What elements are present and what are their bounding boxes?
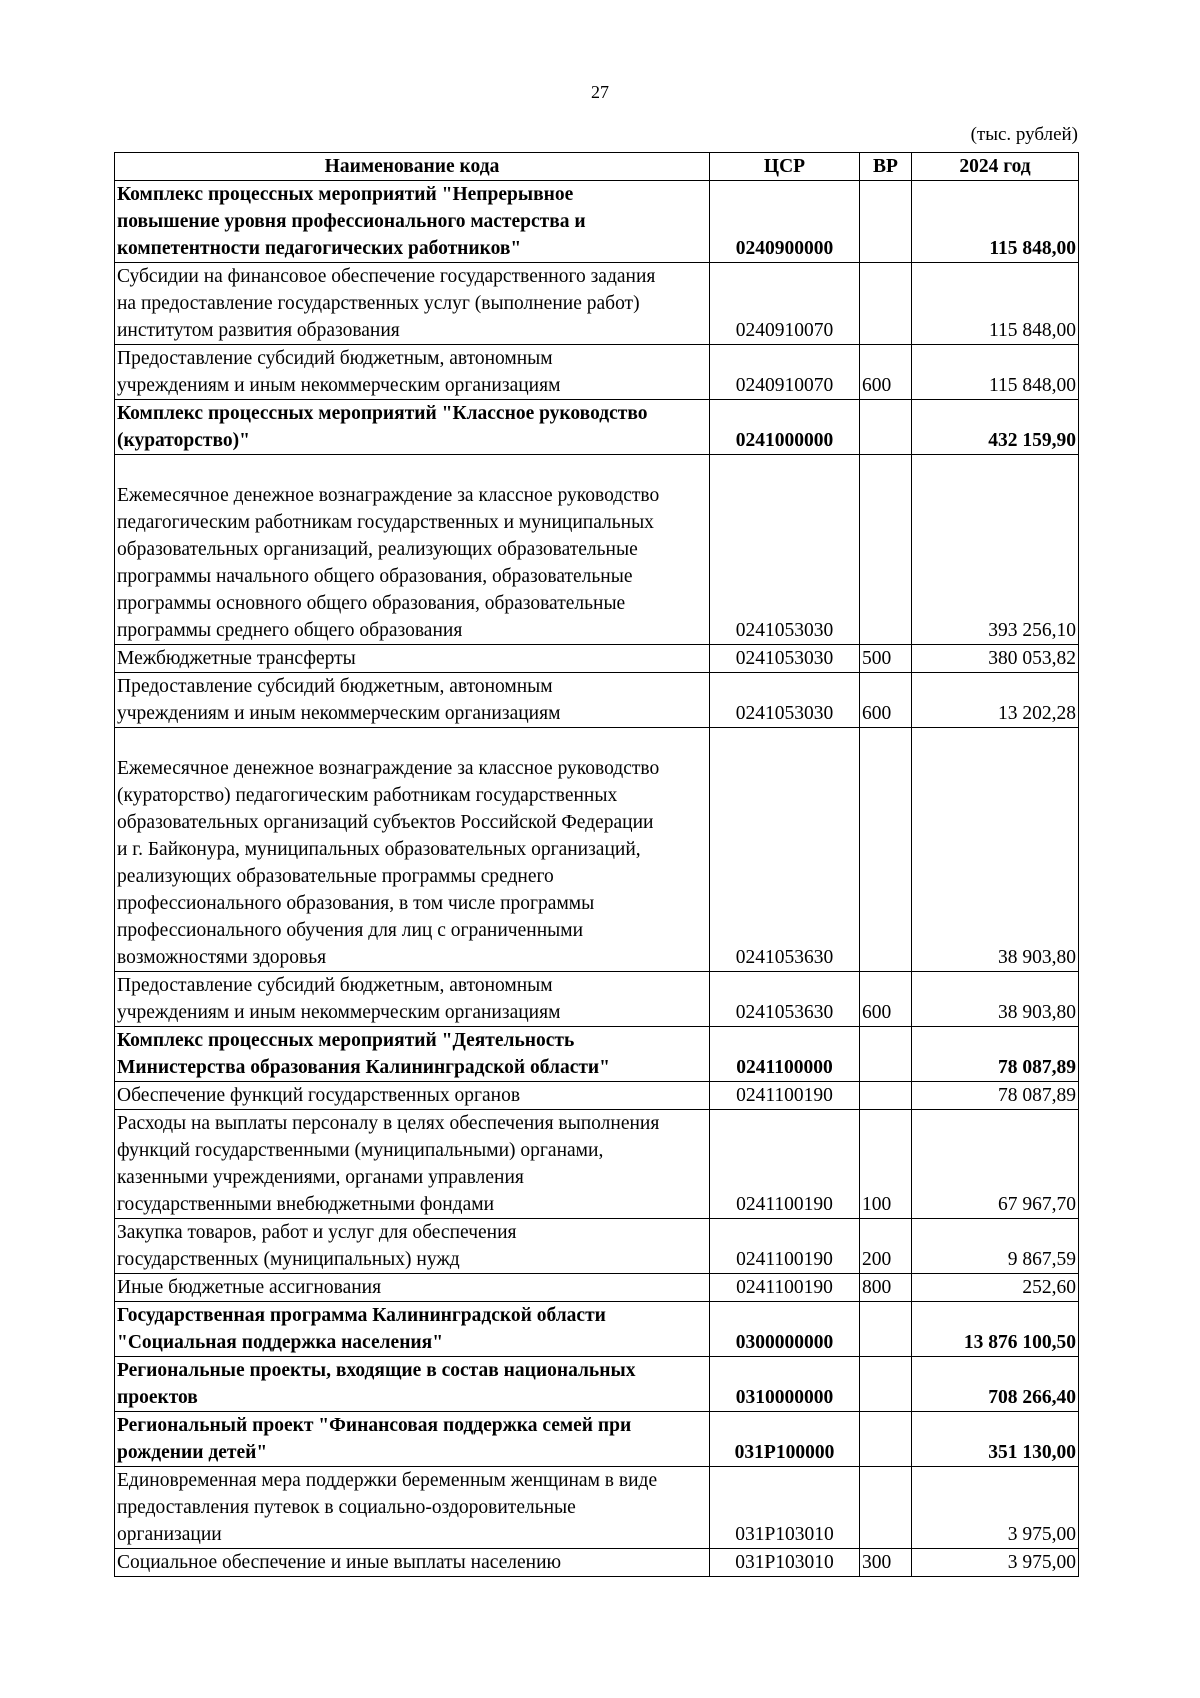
row-name: Комплекс процессных мероприятий "Деятельность Министерства образования Калининградской области" [115, 1027, 710, 1082]
table-header-row [115, 153, 1079, 181]
row-amount: 115 848,00 [912, 181, 1079, 263]
row-csr: 0240910070 [710, 345, 860, 400]
row-name: Расходы на выплаты персоналу в целях обеспечения выполнения функций государственными (муниципальными) органами, казенными учреждениями, органами управления государственными внебюджетными фондами [115, 1110, 710, 1219]
header-name: Наименование кода [115, 153, 710, 181]
row-csr: 0241100190 [710, 1219, 860, 1274]
row-name: Региональный проект "Финансовая поддержка семей при рождении детей" [115, 1412, 710, 1467]
row-vr: 800 [860, 1274, 912, 1302]
row-csr: 0241000000 [710, 400, 860, 455]
row-name: Социальное обеспечение и иные выплаты населению [115, 1549, 710, 1577]
row-vr: 600 [860, 345, 912, 400]
row-csr: 031P103010 [710, 1549, 860, 1577]
row-name: Государственная программа Калининградской области "Социальная поддержка населения" [115, 1302, 710, 1357]
row-vr [860, 1357, 912, 1412]
row-vr [860, 1027, 912, 1082]
row-csr: 0240900000 [710, 181, 860, 263]
row-amount: 115 848,00 [912, 263, 1079, 345]
row-name: Обеспечение функций государственных органов [115, 1082, 710, 1110]
row-vr [860, 728, 912, 972]
row-name: Ежемесячное денежное вознаграждение за классное руководство педагогическим работникам государственных и муниципальных образовательных организаций, реализующих образовательные программы начального общего образования, образовательные программы основного общего образования, образовательные программы среднего общего образования [115, 455, 710, 645]
units-label: (тыс. рублей) [970, 124, 1078, 145]
row-name: Предоставление субсидий бюджетным, автономным учреждениям и иным некоммерческим организациям [115, 972, 710, 1027]
row-vr [860, 1467, 912, 1549]
row-csr: 0300000000 [710, 1302, 860, 1357]
table-row [115, 345, 1079, 400]
table-row [115, 1549, 1079, 1577]
row-amount: 393 256,10 [912, 455, 1079, 645]
row-csr: 0241100000 [710, 1027, 860, 1082]
table-row [115, 1082, 1079, 1110]
row-amount: 38 903,80 [912, 972, 1079, 1027]
table-row [115, 400, 1079, 455]
row-amount: 351 130,00 [912, 1412, 1079, 1467]
row-csr: 0241100190 [710, 1110, 860, 1219]
table-row [115, 263, 1079, 345]
row-vr: 300 [860, 1549, 912, 1577]
row-csr: 0241053630 [710, 972, 860, 1027]
table-row [115, 1357, 1079, 1412]
row-name: Иные бюджетные ассигнования [115, 1274, 710, 1302]
row-vr: 100 [860, 1110, 912, 1219]
row-amount: 13 202,28 [912, 673, 1079, 728]
row-vr [860, 181, 912, 263]
table-row [115, 1110, 1079, 1219]
row-amount: 67 967,70 [912, 1110, 1079, 1219]
row-name: Комплекс процессных мероприятий "Классное руководство (кураторство)" [115, 400, 710, 455]
row-vr: 600 [860, 972, 912, 1027]
row-csr: 0241053630 [710, 728, 860, 972]
row-amount: 78 087,89 [912, 1082, 1079, 1110]
row-name: Предоставление субсидий бюджетным, автономным учреждениям и иным некоммерческим организациям [115, 345, 710, 400]
table-row [115, 673, 1079, 728]
table-row [115, 455, 1079, 645]
row-amount: 9 867,59 [912, 1219, 1079, 1274]
page-number: 27 [591, 82, 609, 102]
row-amount: 115 848,00 [912, 345, 1079, 400]
row-csr: 031P100000 [710, 1412, 860, 1467]
header-csr: ЦСР [710, 153, 860, 181]
table-row [115, 645, 1079, 673]
row-csr: 031P103010 [710, 1467, 860, 1549]
table-row [115, 1027, 1079, 1082]
table-row [115, 972, 1079, 1027]
row-name: Единовременная мера поддержки беременным женщинам в виде предоставления путевок в социально-оздоровительные организации [115, 1467, 710, 1549]
table-body [115, 181, 1079, 1577]
row-csr: 0241053030 [710, 455, 860, 645]
table-row [115, 1219, 1079, 1274]
row-amount: 38 903,80 [912, 728, 1079, 972]
row-name: Комплекс процессных мероприятий "Непрерывное повышение уровня профессионального мастерства и компетентности педагогических работников" [115, 181, 710, 263]
row-vr [860, 1302, 912, 1357]
table-row [115, 1467, 1079, 1549]
row-name: Предоставление субсидий бюджетным, автономным учреждениям и иным некоммерческим организациям [115, 673, 710, 728]
row-amount: 432 159,90 [912, 400, 1079, 455]
row-vr: 200 [860, 1219, 912, 1274]
row-name: Закупка товаров, работ и услуг для обеспечения государственных (муниципальных) нужд [115, 1219, 710, 1274]
row-csr: 0240910070 [710, 263, 860, 345]
row-vr [860, 400, 912, 455]
row-name: Субсидии на финансовое обеспечение государственного задания на предоставление государственных услуг (выполнение работ) институтом развития образования [115, 263, 710, 345]
row-name: Межбюджетные трансферты [115, 645, 710, 673]
row-amount: 708 266,40 [912, 1357, 1079, 1412]
budget-table [114, 152, 1079, 1577]
table-row [115, 728, 1079, 972]
row-amount: 3 975,00 [912, 1549, 1079, 1577]
row-csr: 0241053030 [710, 673, 860, 728]
row-amount: 13 876 100,50 [912, 1302, 1079, 1357]
row-vr: 500 [860, 645, 912, 673]
row-name: Ежемесячное денежное вознаграждение за классное руководство (кураторство) педагогическим работникам государственных образовательных организаций субъектов Российской Федерации и г. Байконура, муниципальных образовательных организаций, реализующих образовательные программы среднего профессионального образования, в том числе программы профессионального обучения для лиц с ограниченными возможностями здоровья [115, 728, 710, 972]
row-csr: 0241100190 [710, 1274, 860, 1302]
row-vr: 600 [860, 673, 912, 728]
table-row [115, 1302, 1079, 1357]
header-vr: ВР [860, 153, 912, 181]
row-csr: 0241100190 [710, 1082, 860, 1110]
row-amount: 252,60 [912, 1274, 1079, 1302]
row-csr: 0310000000 [710, 1357, 860, 1412]
table-row [115, 1274, 1079, 1302]
table-row [115, 181, 1079, 263]
table-row [115, 1412, 1079, 1467]
row-vr [860, 1412, 912, 1467]
row-amount: 78 087,89 [912, 1027, 1079, 1082]
row-amount: 380 053,82 [912, 645, 1079, 673]
row-name: Региональные проекты, входящие в состав национальных проектов [115, 1357, 710, 1412]
row-vr [860, 263, 912, 345]
row-amount: 3 975,00 [912, 1467, 1079, 1549]
row-vr [860, 1082, 912, 1110]
header-year: 2024 год [912, 153, 1079, 181]
row-vr [860, 455, 912, 645]
row-csr: 0241053030 [710, 645, 860, 673]
